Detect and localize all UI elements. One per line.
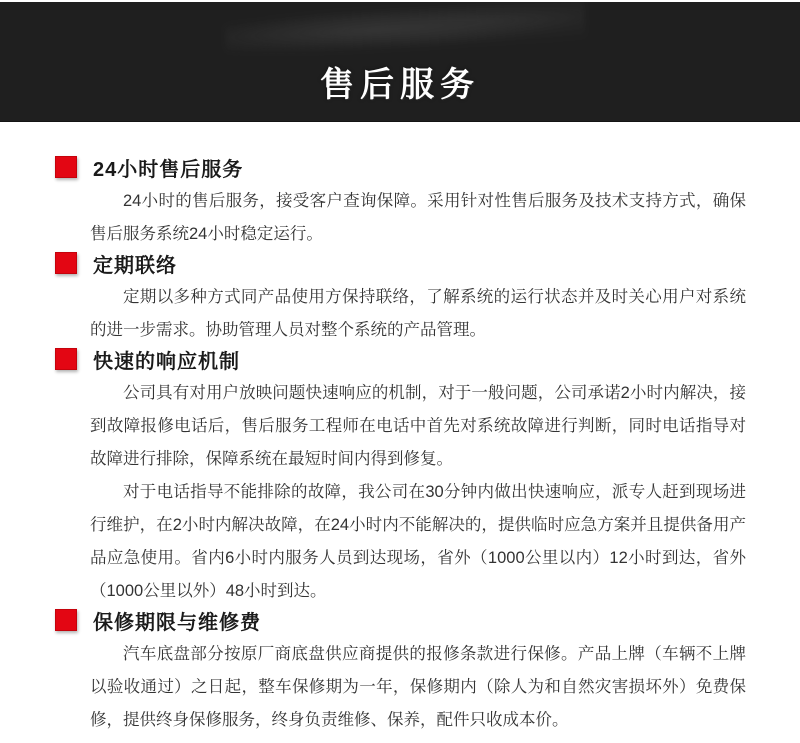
section-heading-row — [55, 347, 745, 371]
red-square-bullet-icon — [55, 609, 77, 631]
page-header-banner — [0, 2, 800, 122]
section-title: 定期联络 — [93, 254, 177, 277]
red-square-bullet-icon — [55, 156, 77, 178]
section-paragraph: 对于电话指导不能排除的故障，我公司在30分钟内做出快速响应，派专人赶到现场进行维护，在2小时内解决故障，在24小时内不能解决的，提供临时应急方案并且提供备用产品应急使用。省内6小时内服务人员到达现场，省外（1000公里以内）12小时到达，省外（1000公里以外）48小时到达。 — [90, 483, 746, 600]
section-paragraph: 24小时的售后服务，接受客户查询保障。采用针对性售后服务及技术支持方式，确保售后服务系统24小时稳定运行。 — [90, 192, 746, 243]
section-paragraph: 汽车底盘部分按原厂商底盘供应商提供的报修条款进行保修。产品上牌（车辆不上牌以验收通过）之日起，整车保修期为一年，保修期内（除人为和自然灾害损坏外）免费保修，提供终身保修服务，终身负责维修、保养，配件只收成本价。 — [90, 645, 746, 729]
section-heading-row — [55, 608, 745, 632]
after-sales-service-page — [0, 2, 800, 743]
watermark-smudge — [224, 2, 586, 59]
content-area — [0, 122, 800, 737]
section-heading-row — [55, 155, 745, 179]
section-rapid-response — [55, 347, 745, 608]
section-title: 快速的响应机制 — [93, 350, 240, 373]
section-paragraph: 定期以多种方式同产品使用方保持联络，了解系统的运行状态并及时关心用户对系统的进一步需求。协助管理人员对整个系统的产品管理。 — [90, 288, 746, 339]
section-title: 保修期限与维修费 — [93, 611, 261, 634]
section-title: 24小时售后服务 — [93, 158, 244, 181]
section-regular-contact — [55, 251, 745, 347]
section-heading-row — [55, 251, 745, 275]
red-square-bullet-icon — [55, 348, 77, 370]
page-title: 售后服务 — [320, 66, 480, 104]
section-warranty-fees — [55, 608, 745, 737]
section-paragraph: 公司具有对用户放映问题快速响应的机制，对于一般问题，公司承诺2小时内解决，接到故障报修电话后，售后服务工程师在电话中首先对系统故障进行判断，同时电话指导对故障进行排除，保障系统在最短时间内得到修复。 — [90, 384, 746, 468]
section-24h-service — [55, 155, 745, 251]
red-square-bullet-icon — [55, 252, 77, 274]
